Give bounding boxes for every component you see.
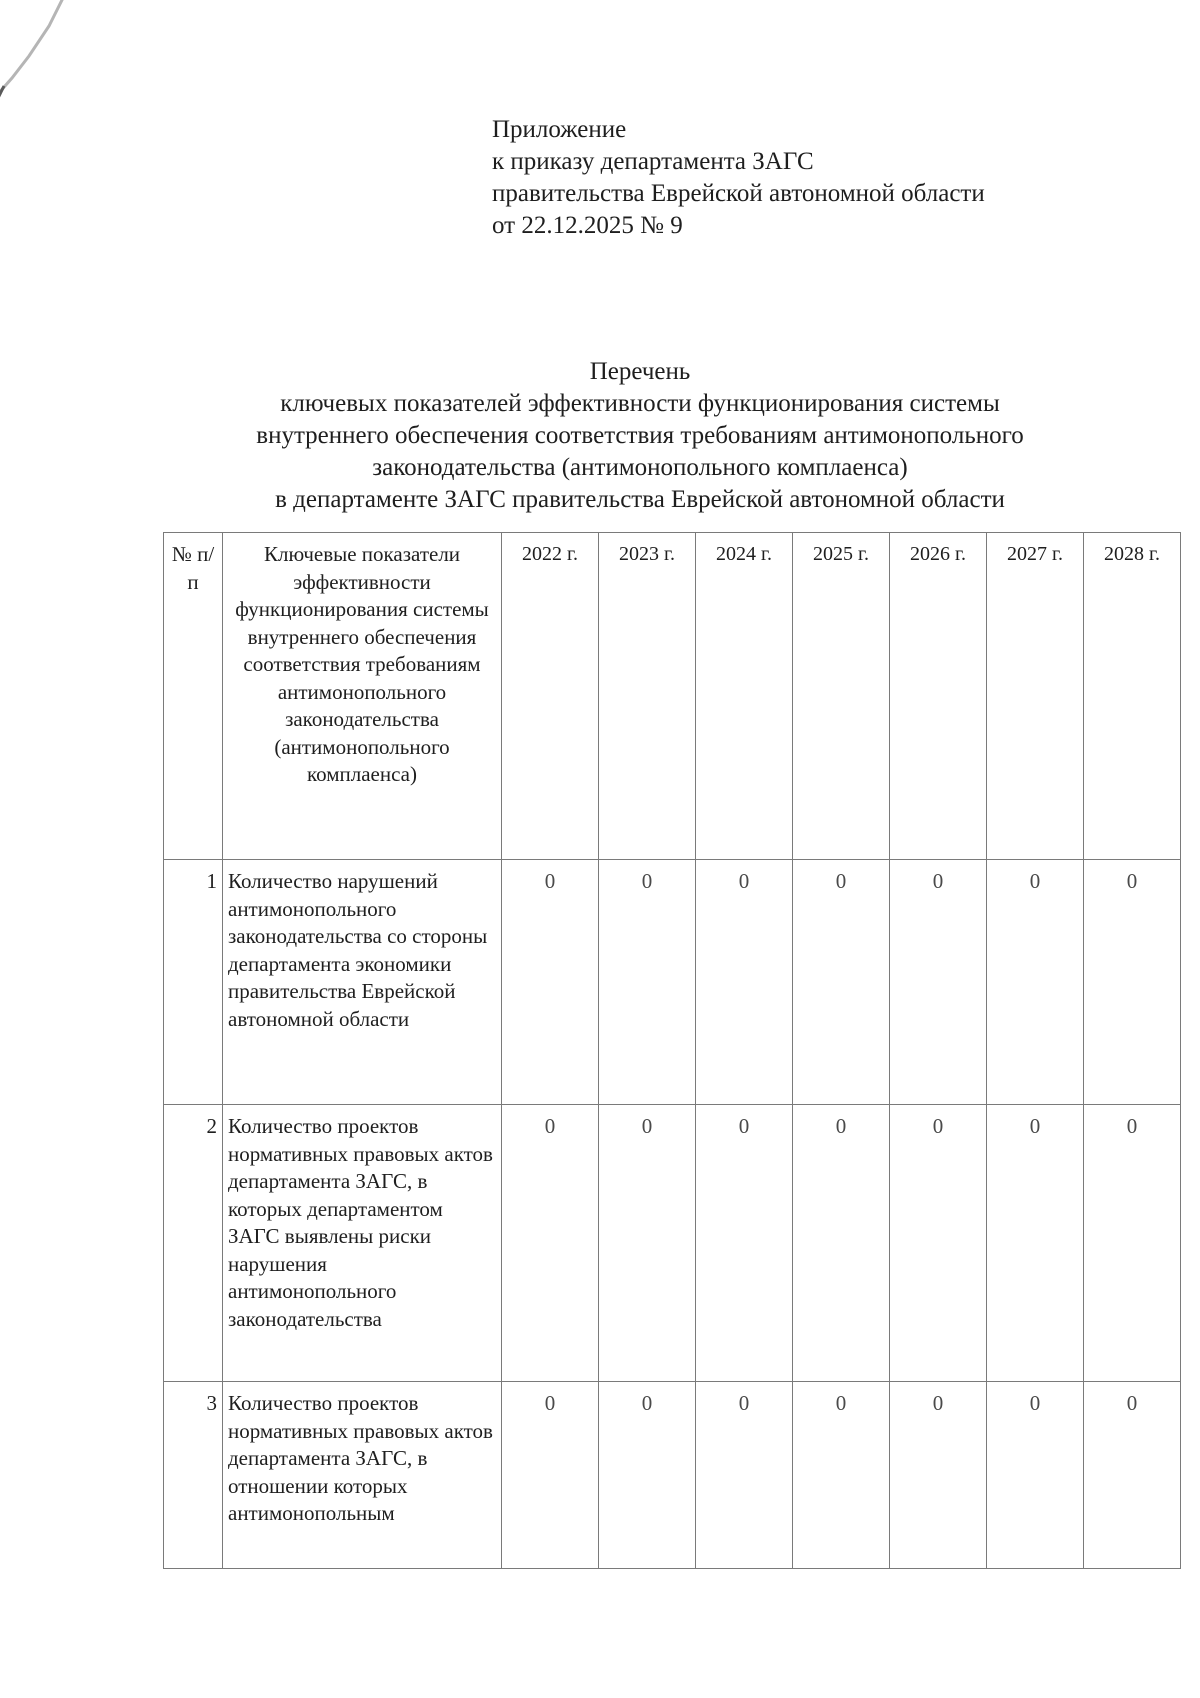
scan-edge-mark: [0, 0, 84, 116]
header-year: 2025 г.: [793, 533, 890, 860]
header-year: 2027 г.: [987, 533, 1084, 860]
row-number: 2: [164, 1105, 223, 1382]
row-value: 0: [696, 860, 793, 1105]
row-indicator: Количество проектов нормативных правовых актов департамента ЗАГС, в которых департаментом ЗАГС выявлены риски нарушения антимонопольного законодательства: [223, 1105, 502, 1382]
row-value: 0: [599, 1382, 696, 1569]
row-number: 3: [164, 1382, 223, 1569]
title-line: внутреннего обеспечения соответствия требованиям антимонопольного: [256, 422, 1024, 449]
title-line: в департаменте ЗАГС правительства Еврейской автономной области: [275, 486, 1005, 513]
row-value: 0: [502, 860, 599, 1105]
row-value: 0: [599, 1105, 696, 1382]
row-value: 0: [987, 1382, 1084, 1569]
title-line: законодательства (антимонопольного комплаенса): [372, 454, 908, 481]
row-value: 0: [696, 1105, 793, 1382]
row-value: 0: [987, 860, 1084, 1105]
row-value: 0: [599, 860, 696, 1105]
row-value: 0: [696, 1382, 793, 1569]
header-indicator: Ключевые показатели эффективности функционирования системы внутреннего обеспечения соответствия требованиям антимонопольного законодательства (антимонопольного комплаенса): [223, 533, 502, 860]
header-year: 2023 г.: [599, 533, 696, 860]
header-num: № п/п: [164, 533, 223, 860]
row-number: 1: [164, 860, 223, 1105]
header-year: 2024 г.: [696, 533, 793, 860]
table-row: [164, 860, 1181, 1105]
row-indicator: Количество проектов нормативных правовых актов департамента ЗАГС, в отношении которых антимонопольным: [223, 1382, 502, 1569]
row-value: 0: [987, 1105, 1084, 1382]
document-title: [150, 356, 1130, 516]
row-value: 0: [502, 1105, 599, 1382]
row-value: 0: [1084, 1105, 1181, 1382]
appendix-header: [492, 114, 985, 242]
row-value: 0: [793, 1382, 890, 1569]
table-row: [164, 1105, 1181, 1382]
kpi-table: [163, 532, 1181, 1569]
appendix-line: от 22.12.2025 № 9: [492, 212, 683, 239]
row-value: 0: [890, 860, 987, 1105]
row-indicator: Количество нарушений антимонопольного законодательства со стороны департамента экономики правительства Еврейской автономной области: [223, 860, 502, 1105]
appendix-line: правительства Еврейской автономной области: [492, 180, 985, 207]
row-value: 0: [502, 1382, 599, 1569]
title-line: Перечень: [589, 358, 691, 385]
row-value: 0: [1084, 1382, 1181, 1569]
table-header-row: [164, 533, 1181, 860]
row-value: 0: [890, 1382, 987, 1569]
header-year: 2028 г.: [1084, 533, 1181, 860]
appendix-line: к приказу департамента ЗАГС: [492, 148, 814, 175]
row-value: 0: [793, 860, 890, 1105]
appendix-line: Приложение: [492, 116, 627, 143]
row-value: 0: [1084, 860, 1181, 1105]
row-value: 0: [890, 1105, 987, 1382]
table-row: [164, 1382, 1181, 1569]
row-value: 0: [793, 1105, 890, 1382]
title-line: ключевых показателей эффективности функционирования системы: [280, 390, 1000, 417]
header-year: 2022 г.: [502, 533, 599, 860]
header-year: 2026 г.: [890, 533, 987, 860]
